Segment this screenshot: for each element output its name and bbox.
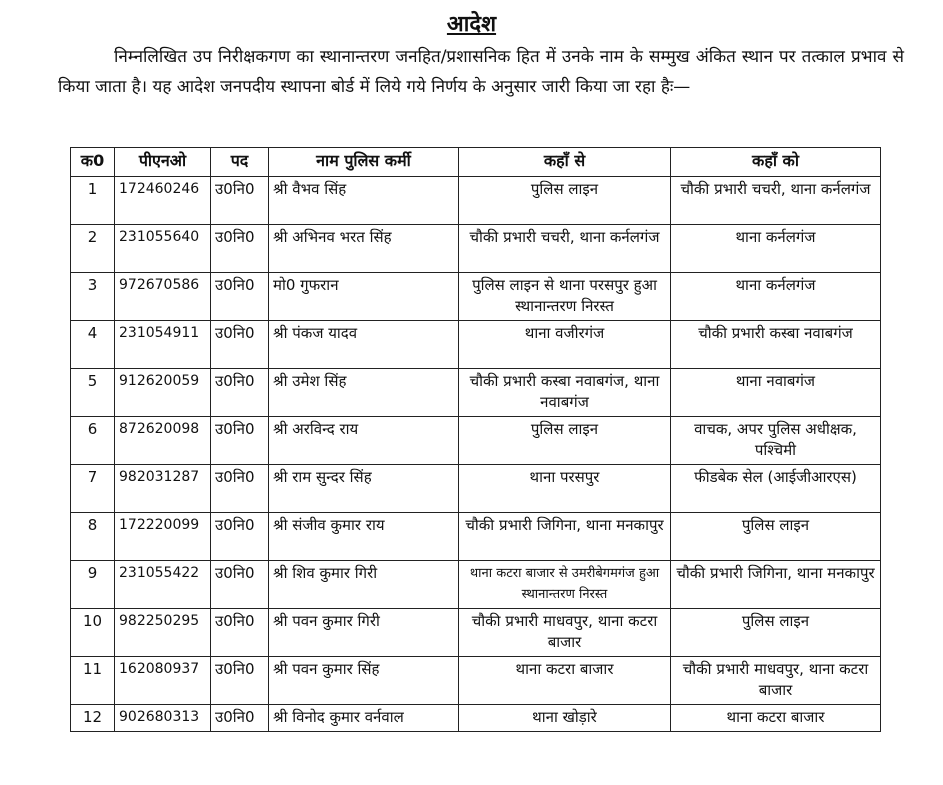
pno-cell: 982250295 [115,609,211,657]
from-cell: चौकी प्रभारी कस्बा नवाबगंज, थाना नवाबगंज [459,369,671,417]
from-cell: थाना परसपुर [459,465,671,513]
transfer-table [70,147,881,732]
to-cell: थाना कर्नलगंज [671,273,881,321]
table-row [71,609,881,657]
pno-cell: 872620098 [115,417,211,465]
name-cell: श्री विनोद कुमार वर्नवाल [269,705,459,732]
name-cell: श्री पवन कुमार सिंह [269,657,459,705]
serial-cell: 11 [71,657,115,705]
name-cell: श्री पंकज यादव [269,321,459,369]
header-rank: पद [211,148,269,177]
rank-cell: उ0नि0 [211,609,269,657]
serial-cell: 9 [71,561,115,609]
name-cell: श्री वैभव सिंह [269,177,459,225]
from-cell: चौकी प्रभारी जिगिना, थाना मनकापुर [459,513,671,561]
pno-cell: 231054911 [115,321,211,369]
to-cell: चौकी प्रभारी माधवपुर, थाना कटरा बाजार [671,657,881,705]
table-row [71,273,881,321]
rank-cell: उ0नि0 [211,657,269,705]
name-cell: श्री राम सुन्दर सिंह [269,465,459,513]
rank-cell: उ0नि0 [211,177,269,225]
header-from: कहाँ से [459,148,671,177]
pno-cell: 972670586 [115,273,211,321]
table-row [71,705,881,732]
serial-cell: 3 [71,273,115,321]
from-cell: चौकी प्रभारी चचरी, थाना कर्नलगंज [459,225,671,273]
header-serial: क0 [71,148,115,177]
to-cell: चौकी प्रभारी जिगिना, थाना मनकापुर [671,561,881,609]
from-cell: पुलिस लाइन [459,177,671,225]
from-cell: थाना कटरा बाजार से उमरीबेगमगंज हुआ स्थानान्तरण निरस्त [459,561,671,609]
to-cell: थाना कटरा बाजार [671,705,881,732]
from-cell: थाना वजीरगंज [459,321,671,369]
pno-cell: 231055422 [115,561,211,609]
table-row [71,465,881,513]
to-cell: वाचक, अपर पुलिस अधीक्षक, पश्चिमी [671,417,881,465]
name-cell: श्री संजीव कुमार राय [269,513,459,561]
rank-cell: उ0नि0 [211,705,269,732]
document-title: आदेश [446,12,497,37]
rank-cell: उ0नि0 [211,465,269,513]
from-cell: थाना खोड़ारे [459,705,671,732]
pno-cell: 172220099 [115,513,211,561]
name-cell: श्री उमेश सिंह [269,369,459,417]
from-cell: पुलिस लाइन [459,417,671,465]
to-cell: पुलिस लाइन [671,513,881,561]
serial-cell: 12 [71,705,115,732]
rank-cell: उ0नि0 [211,417,269,465]
header-pno: पीएनओ [115,148,211,177]
pno-cell: 912620059 [115,369,211,417]
serial-cell: 7 [71,465,115,513]
table-header-row [71,148,881,177]
rank-cell: उ0नि0 [211,561,269,609]
table-row [71,657,881,705]
to-cell: फीडबेक सेल (आईजीआरएस) [671,465,881,513]
table-row [71,369,881,417]
table-row [71,321,881,369]
to-cell: पुलिस लाइन [671,609,881,657]
rank-cell: उ0नि0 [211,321,269,369]
intro-paragraph: निम्नलिखित उप निरीक्षकगण का स्थानान्तरण जनहित/प्रशासनिक हित में उनके नाम के सम्मुख अंकित स्थान पर तत्काल प्रभाव से किया जाता है। यह आदेश जनपदीय स्थापना बोर्ड में लिये गये निर्णय के अनुसार जारी किया जा रहा हैः— [58,47,904,97]
table-row [71,225,881,273]
serial-cell: 6 [71,417,115,465]
from-cell: पुलिस लाइन से थाना परसपुर हुआ स्थानान्तरण निरस्त [459,273,671,321]
from-cell: चौकी प्रभारी माधवपुर, थाना कटरा बाजार [459,609,671,657]
table-row [71,417,881,465]
to-cell: चौकी प्रभारी कस्बा नवाबगंज [671,321,881,369]
serial-cell: 2 [71,225,115,273]
rank-cell: उ0नि0 [211,225,269,273]
table-row [71,177,881,225]
table-row [71,513,881,561]
from-cell: थाना कटरा बाजार [459,657,671,705]
rank-cell: उ0नि0 [211,273,269,321]
table-row [71,561,881,609]
rank-cell: उ0नि0 [211,369,269,417]
header-to: कहाँ को [671,148,881,177]
pno-cell: 172460246 [115,177,211,225]
serial-cell: 1 [71,177,115,225]
serial-cell: 5 [71,369,115,417]
name-cell: मो0 गुफरान [269,273,459,321]
to-cell: थाना कर्नलगंज [671,225,881,273]
header-name: नाम पुलिस कर्मी [269,148,459,177]
name-cell: श्री शिव कुमार गिरी [269,561,459,609]
rank-cell: उ0नि0 [211,513,269,561]
name-cell: श्री अरविन्द राय [269,417,459,465]
pno-cell: 902680313 [115,705,211,732]
name-cell: श्री पवन कुमार गिरी [269,609,459,657]
pno-cell: 162080937 [115,657,211,705]
serial-cell: 10 [71,609,115,657]
serial-cell: 8 [71,513,115,561]
to-cell: थाना नवाबगंज [671,369,881,417]
name-cell: श्री अभिनव भरत सिंह [269,225,459,273]
pno-cell: 982031287 [115,465,211,513]
to-cell: चौकी प्रभारी चचरी, थाना कर्नलगंज [671,177,881,225]
pno-cell: 231055640 [115,225,211,273]
serial-cell: 4 [71,321,115,369]
